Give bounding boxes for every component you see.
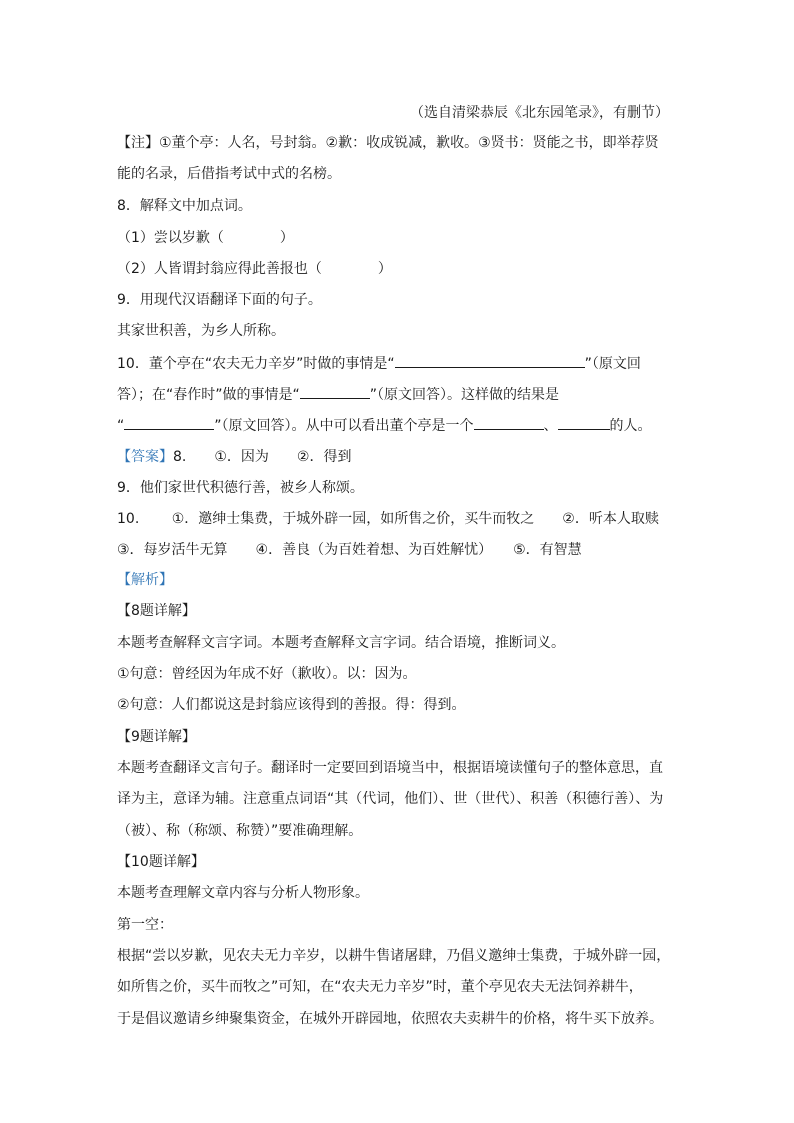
detail-9-paragraph: （被）、称（称颂、称赞）”要准确理解。 [117, 823, 363, 839]
answer-8: 8. ①．因为 ②．得到 [173, 449, 352, 465]
detail-10-paragraph: 于是倡议邀请乡绅聚集资金，在城外开辟园地，依照农夫卖耕牛的价格，将牛买下放养。 [117, 1011, 663, 1027]
detail-10-paragraph: 本题考查理解文章内容与分析人物形象。 [117, 885, 369, 901]
analysis-tag: 【解析】 [117, 572, 173, 588]
q10-text: 答）；在“春作时”做的事情是“ [117, 387, 300, 403]
answer-tag: 【答案】 [117, 449, 173, 465]
answer-blank [395, 353, 585, 368]
answer-blank [124, 415, 214, 430]
question-9: 9．用现代汉语翻译下面的句子。 [117, 292, 322, 308]
question-8: 8．解释文中加点词。 [117, 198, 252, 214]
detail-10-paragraph: 第一空： [117, 917, 173, 933]
answer-blank [474, 415, 544, 430]
detail-9-paragraph: 本题考查翻译文言句子。翻译时一定要回到语境当中，根据语境读懂句子的整体意思，直 [117, 760, 663, 776]
detail-10-paragraph: 根据“尝以岁歉，见农夫无力辛岁，以耕牛售诸屠肆，乃倡义邀绅士集费，于城外辟一园， [117, 948, 671, 964]
q10-text: 、 [543, 418, 558, 434]
answer-9: 9．他们家世代积德行善，被乡人称颂。 [117, 480, 364, 496]
detail-8-paragraph: ②句意：人们都说这是封翁应该得到的善报。得：得到。 [117, 697, 466, 713]
question-10-line3 [117, 415, 652, 436]
question-8-1: （1）尝以岁歉（ ） [117, 230, 294, 246]
q10-text: 10．董个亭在“农夫无力辛岁”时做的事情是“ [117, 356, 395, 372]
source-citation: （选自清梁恭辰《北东园笔录》，有删节） [410, 105, 669, 121]
answer-10-line2: ③．每岁活牛无算 ④．善良（为百姓着想、为百姓解忧） ⑤．有智慧 [117, 542, 582, 558]
q10-text: “ [117, 418, 125, 434]
detail-9-title: 【9题详解】 [117, 729, 196, 745]
answer-blank [300, 384, 370, 399]
q10-text: 的人。 [609, 418, 652, 434]
note-line: 能的名录，后借指考试中式的名榜。 [117, 166, 341, 182]
question-10-line2 [117, 384, 559, 405]
detail-9-paragraph: 译为主，意译为辅。注意重点词语“其（代词，他们）、世（世代）、积善（积德行善）、为 [117, 791, 664, 807]
answer-blank [558, 415, 610, 430]
question-8-2: （2）人皆谓封翁应得此善报也（ ） [117, 261, 392, 277]
q10-text: ”（原文回答）。这样做的结果是 [369, 387, 560, 403]
answer-10-line1: 10. ①．邀绅士集费，于城外辟一园，如所售之价，买牛而牧之 ②．听本人取赎 [117, 511, 659, 527]
detail-8-paragraph: ①句意：曾经因为年成不好（歉收）。以：因为。 [117, 666, 417, 682]
note-line: 【注】①董个亭：人名，号封翁。②歉：收成锐减，歉收。③贤书：贤能之书，即举荐贤 [117, 135, 659, 151]
detail-8-title: 【8题详解】 [117, 603, 196, 619]
question-10-line1 [117, 353, 641, 374]
answer-line-8 [117, 447, 351, 467]
question-9-sentence: 其家世积善，为乡人所称。 [117, 323, 285, 339]
detail-8-paragraph: 本题考查解释文言字词。本题考查解释文言字词。结合语境，推断词义。 [117, 635, 565, 651]
detail-10-paragraph: 如所售之价，买牛而牧之”可知，在“农夫无力辛岁”时，董个亭见农夫无法饲养耕牛， [117, 979, 643, 995]
detail-10-title: 【10题详解】 [117, 854, 205, 870]
q10-text: ”（原文回 [584, 356, 641, 372]
q10-text: ”（原文回答）。从中可以看出董个亭是一个 [214, 418, 474, 434]
